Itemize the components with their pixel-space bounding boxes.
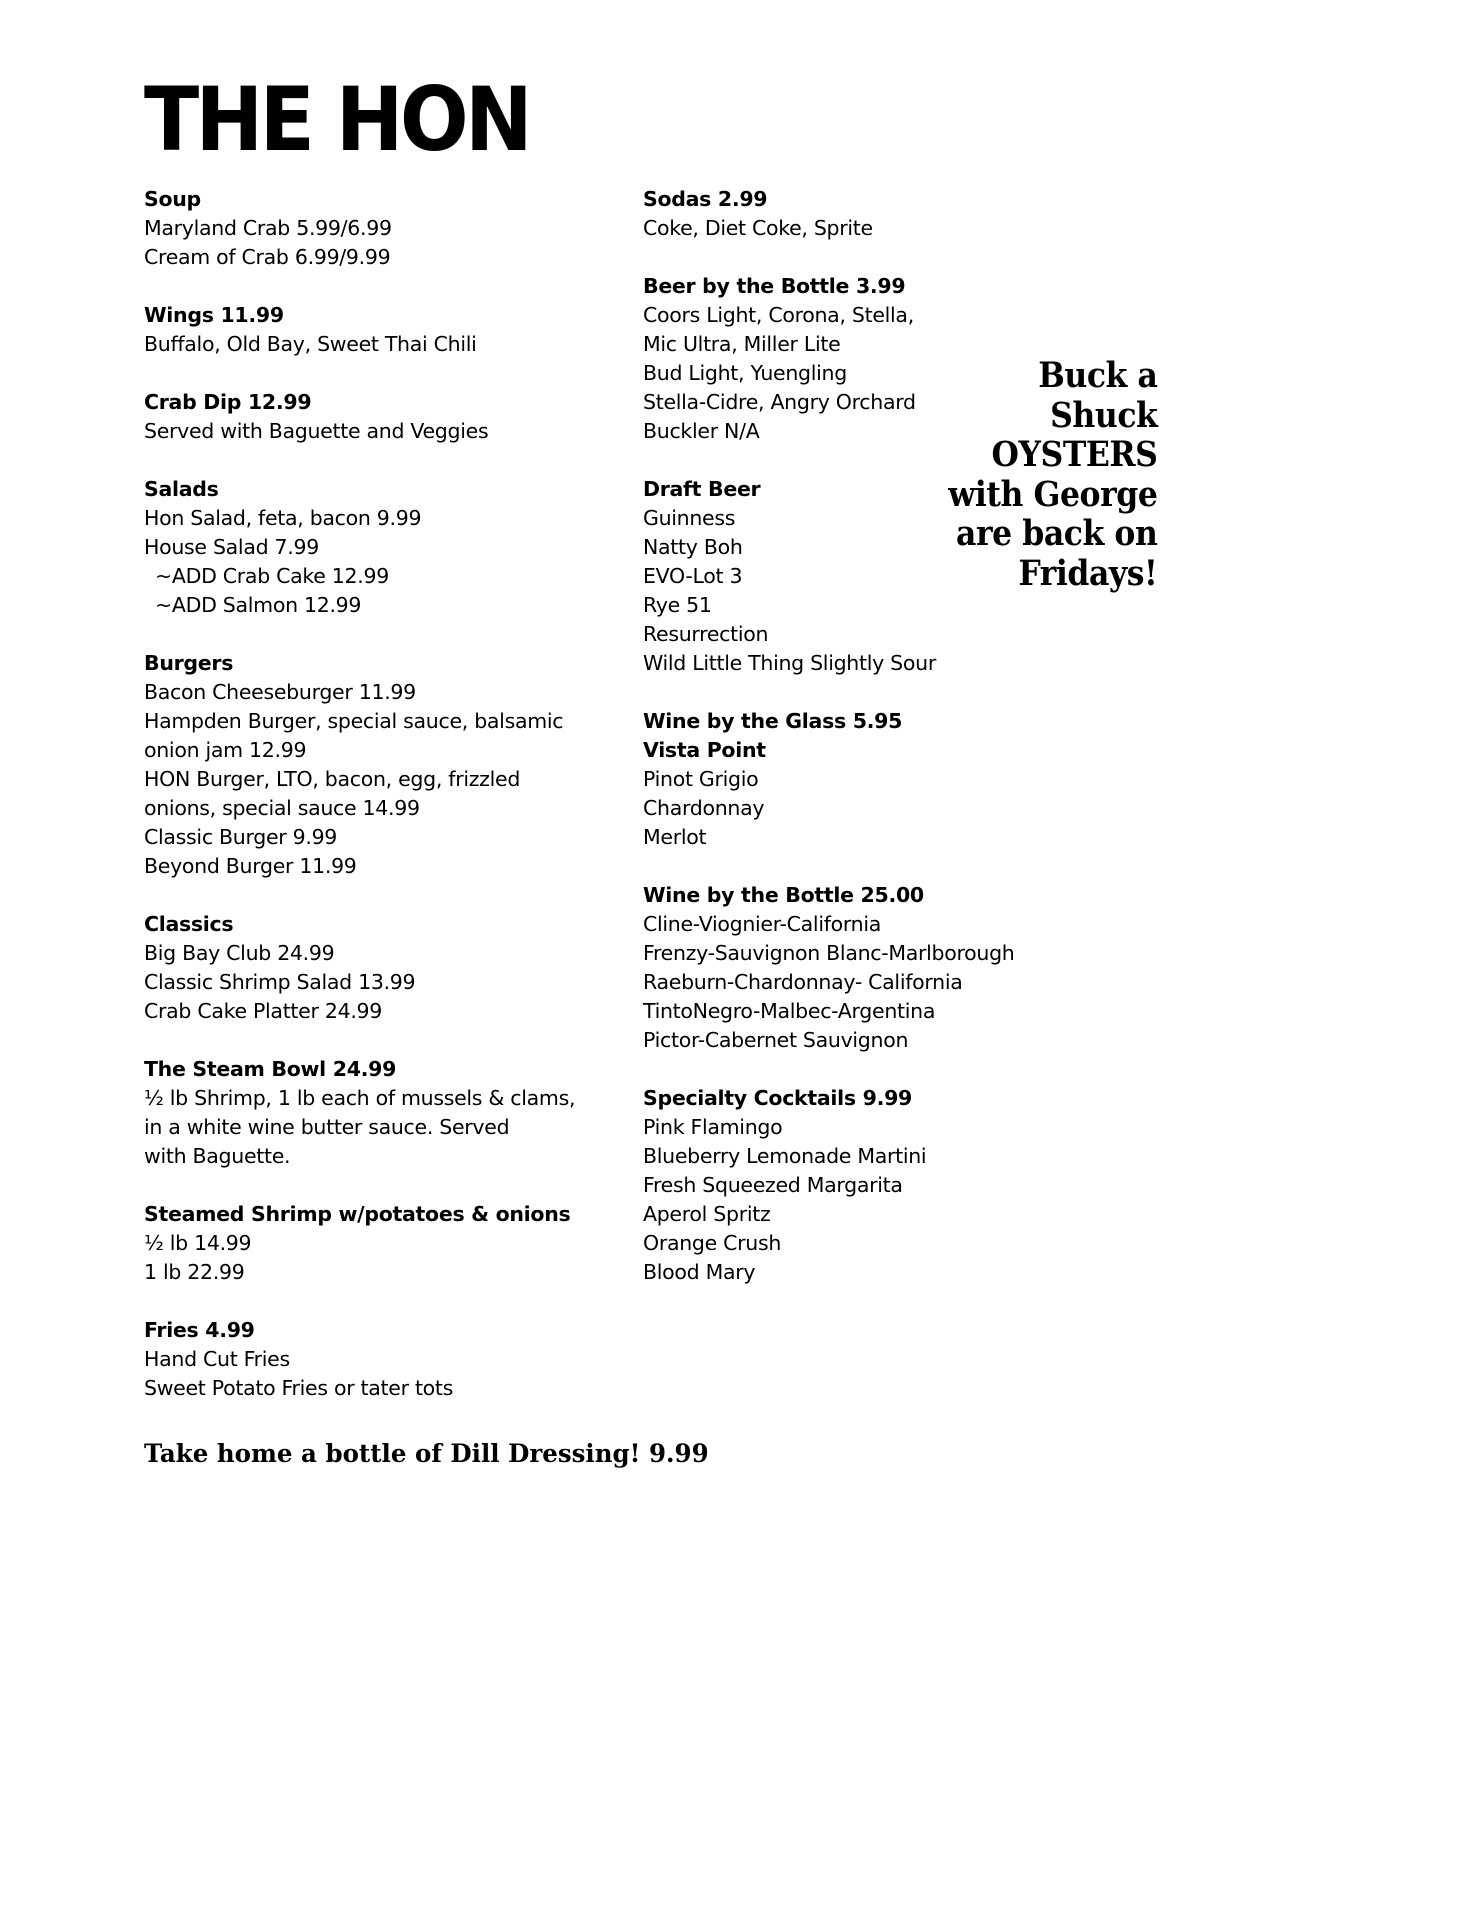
menu-item: Pictor-Cabernet Sauvignon — [643, 1028, 909, 1052]
promo-line: Fridays! — [1017, 552, 1157, 594]
menu-item: Pink Flamingo — [643, 1115, 783, 1139]
menu-item: Cline-Viognier-California — [643, 912, 881, 936]
food-menu-column — [144, 185, 624, 1403]
menu-item: ~ADD Crab Cake 12.99 — [155, 564, 389, 588]
promo-line: with George — [947, 473, 1157, 515]
menu-item: Frenzy-Sauvignon Blanc-Marlborough — [643, 941, 1015, 965]
menu-section-wine-by-the-bottle-25-00 — [643, 881, 1063, 1055]
menu-item: Raeburn-Chardonnay- California — [643, 970, 963, 994]
section-heading: Crab Dip 12.99 — [144, 390, 312, 414]
menu-item: Crab Cake Platter 24.99 — [144, 999, 383, 1023]
promo-line: are back on — [955, 513, 1157, 554]
menu-section-wine-by-the-glass-5-95 — [643, 707, 1063, 852]
menu-item: Bud Light, Yuengling — [643, 361, 847, 385]
menu-section-soup — [144, 185, 624, 272]
menu-item: Sweet Potato Fries or tater tots — [144, 1376, 454, 1400]
menu-item: ½ lb Shrimp, 1 lb each of mussels & clams, — [144, 1086, 576, 1110]
menu-item: Chardonnay — [643, 796, 765, 820]
menu-section-crab-dip-12-99 — [144, 388, 624, 446]
section-heading: Fries 4.99 — [144, 1318, 255, 1342]
menu-item: Pinot Grigio — [643, 767, 759, 791]
menu-section-specialty-cocktails-9-99 — [643, 1084, 1063, 1287]
menu-item: Classic Shrimp Salad 13.99 — [144, 970, 416, 994]
section-subheading: Vista Point — [643, 738, 766, 762]
menu-item: Coke, Diet Coke, Sprite — [643, 216, 873, 240]
menu-item: Orange Crush — [643, 1231, 782, 1255]
oyster-promo — [948, 356, 1157, 593]
section-heading: Specialty Cocktails 9.99 — [643, 1086, 912, 1110]
menu-item: ~ADD Salmon 12.99 — [155, 593, 362, 617]
menu-section-sodas-2-99 — [643, 185, 1063, 243]
menu-item: Blueberry Lemonade Martini — [643, 1144, 927, 1168]
section-heading: Steamed Shrimp w/potatoes & onions — [144, 1202, 571, 1226]
menu-item: Blood Mary — [643, 1260, 756, 1284]
menu-item: onion jam 12.99 — [144, 738, 307, 762]
menu-item: with Baguette. — [144, 1144, 291, 1168]
section-heading: Wings 11.99 — [144, 303, 284, 327]
menu-item: HON Burger, LTO, bacon, egg, frizzled — [144, 767, 521, 791]
menu-item: Buckler N/A — [643, 419, 760, 443]
menu-section-steamed-shrimp-w-potatoes-onions — [144, 1200, 624, 1287]
menu-item: Guinness — [643, 506, 736, 530]
menu-item: Classic Burger 9.99 — [144, 825, 338, 849]
menu-item: Buffalo, Old Bay, Sweet Thai Chili — [144, 332, 477, 356]
menu-item: Beyond Burger 11.99 — [144, 854, 357, 878]
section-heading: Beer by the Bottle 3.99 — [643, 274, 906, 298]
menu-item: House Salad 7.99 — [144, 535, 319, 559]
drinks-menu-column — [643, 185, 1063, 1287]
menu-item: Rye 51 — [643, 593, 712, 617]
menu-item: 1 lb 22.99 — [144, 1260, 245, 1284]
menu-item: TintoNegro-Malbec-Argentina — [643, 999, 936, 1023]
menu-item: Natty Boh — [643, 535, 743, 559]
section-heading: Salads — [144, 477, 219, 501]
promo-line: OYSTERS — [991, 434, 1157, 475]
section-heading: Draft Beer — [643, 477, 761, 501]
menu-item: Cream of Crab 6.99/9.99 — [144, 245, 391, 269]
menu-title: THE HON — [144, 68, 530, 171]
dill-dressing-footer: Take home a bottle of Dill Dressing! 9.99 — [144, 1439, 709, 1468]
menu-item: Maryland Crab 5.99/6.99 — [144, 216, 392, 240]
menu-item: Coors Light, Corona, Stella, — [643, 303, 914, 327]
menu-item: Bacon Cheeseburger 11.99 — [144, 680, 416, 704]
menu-item: Served with Baguette and Veggies — [144, 419, 489, 443]
menu-item: Hon Salad, feta, bacon 9.99 — [144, 506, 422, 530]
menu-item: ½ lb 14.99 — [144, 1231, 252, 1255]
promo-line: Shuck — [1049, 394, 1157, 436]
section-heading: Burgers — [144, 651, 234, 675]
section-heading: Wine by the Glass 5.95 — [643, 709, 903, 733]
section-heading: Classics — [144, 912, 234, 936]
menu-item: Hampden Burger, special sauce, balsamic — [144, 709, 564, 733]
menu-item: Resurrection — [643, 622, 769, 646]
section-heading: Sodas 2.99 — [643, 187, 768, 211]
menu-section-classics — [144, 910, 624, 1026]
section-heading: Wine by the Bottle 25.00 — [643, 883, 924, 907]
menu-item: in a white wine butter sauce. Served — [144, 1115, 510, 1139]
menu-section-fries-4-99 — [144, 1316, 624, 1403]
section-heading: The Steam Bowl 24.99 — [144, 1057, 397, 1081]
menu-item: Big Bay Club 24.99 — [144, 941, 335, 965]
menu-section-wings-11-99 — [144, 301, 624, 359]
menu-item: Stella-Cidre, Angry Orchard — [643, 390, 916, 414]
menu-item: Fresh Squeezed Margarita — [643, 1173, 903, 1197]
menu-item: EVO-Lot 3 — [643, 564, 743, 588]
menu-item: Merlot — [643, 825, 707, 849]
menu-item: Wild Little Thing Slightly Sour — [643, 651, 936, 675]
menu-item: Aperol Spritz — [643, 1202, 771, 1226]
menu-section-the-steam-bowl-24-99 — [144, 1055, 624, 1171]
menu-section-burgers — [144, 649, 624, 881]
menu-item: Hand Cut Fries — [144, 1347, 290, 1371]
promo-line: Buck a — [1037, 355, 1157, 396]
menu-section-salads — [144, 475, 624, 620]
section-heading: Soup — [144, 187, 201, 211]
menu-item: Mic Ultra, Miller Lite — [643, 332, 841, 356]
menu-item: onions, special sauce 14.99 — [144, 796, 420, 820]
